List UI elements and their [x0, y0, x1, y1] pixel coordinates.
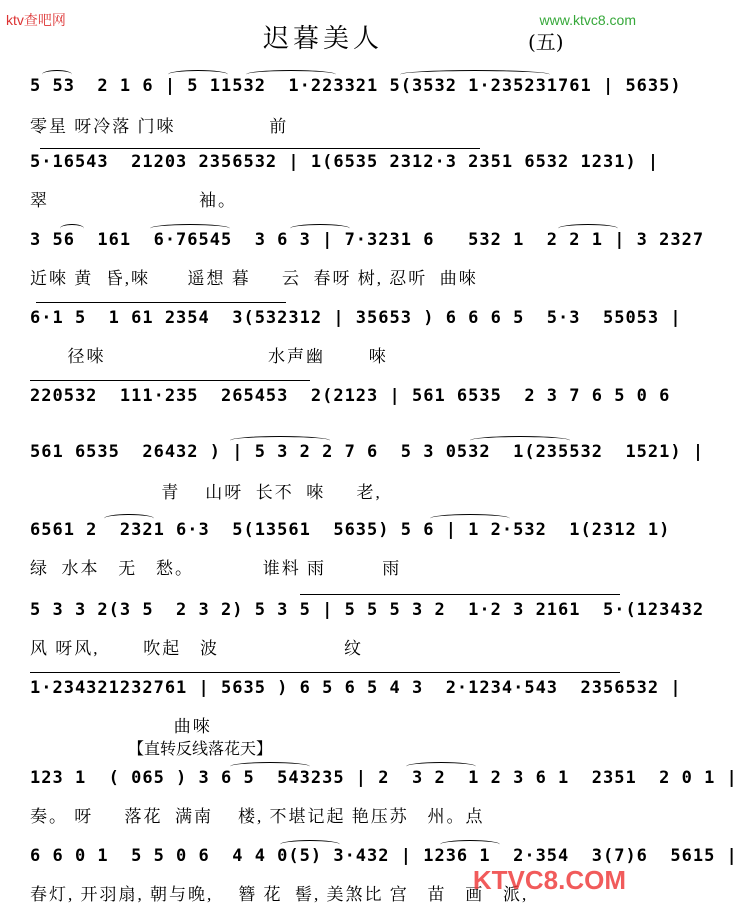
lyric-line: 奏。 呀 落花 满南 楼, 不堪记起 艳压苏 州。点 [30, 807, 485, 826]
notation-line: 6561 2 2321 6·3 5(13561 5635) 5 6 | 1 2·532 1(2312 1) [30, 520, 671, 540]
lyric-line: 青 山呀 长不 唻 老, [30, 483, 382, 502]
lyric-line: 绿 水本 无 愁。 谁料 雨 雨 [30, 559, 402, 578]
song-title: 迟暮美人 [262, 24, 383, 54]
section-tag: 【直转反线落花天】 [128, 739, 273, 758]
notation-line: 5·16543 21203 2356532 | 1(6535 2312·3 2351 6532 1231) | [30, 152, 660, 172]
lyric-line: 零星 呀冷落 门唻 前 [30, 117, 289, 136]
notation-line: 6 6 0 1 5 5 0 6 4 4 0(5) 3·432 | 1236 1 2·354 3(7)6 5615 | [30, 846, 738, 866]
lyric-line: 春灯, 开羽扇, 朝与晚, 簪 花 髻, 美煞比 宫 苗 画 派, [30, 885, 529, 904]
notation-line: 5 3 3 2(3 5 2 3 2) 5 3 5 | 5 5 5 3 2 1·2 3 2161 5·(123432 [30, 600, 705, 620]
notation-line: 123 1 ( 065 ) 3 6 5 543235 | 2 3 2 1 2 3 6 1 2351 2 0 1 | [30, 768, 738, 788]
notation-line: 5 53 2 1 6 | 5 11532 1·223321 5(3532 1·235231761 | 5635) [30, 76, 682, 96]
site-watermark-right: www.ktvc8.com [539, 12, 636, 28]
part-number: (五) [528, 30, 564, 54]
notation-line: 1·234321232761 | 5635 ) 6 5 6 5 4 3 2·1234·543 2356532 | [30, 678, 682, 698]
lyric-line: 近唻 黄 昏,唻 遥想 暮 云 春呀 树, 忍听 曲唻 [30, 269, 478, 288]
notation-line: 6·1 5 1 61 2354 3(532312 | 35653 ) 6 6 6 5 5·3 55053 | [30, 308, 682, 328]
lyric-line: 曲唻 [30, 717, 212, 736]
lyric-line: 径唻 水声幽 唻 [30, 347, 388, 366]
ktvc8-logo: KTVC8.COM [472, 865, 626, 895]
lyric-line: 风 呀风, 吹起 波 纹 [30, 639, 363, 658]
notation-line: 3 56 161 6·76545 3 6 3 | 7·3231 6 532 1 2 2 1 | 3 2327 [30, 230, 705, 250]
site-watermark-left: ktv查吧网 [6, 12, 66, 28]
notation-line: 220532 111·235 265453 2(2123 | 561 6535 2 3 7 6 5 0 6 [30, 386, 671, 406]
notation-line: 561 6535 26432 ) | 5 3 2 2 7 6 5 3 0532 1(235532 1521) | [30, 442, 705, 462]
lyric-line: 翠 袖。 [30, 191, 237, 210]
